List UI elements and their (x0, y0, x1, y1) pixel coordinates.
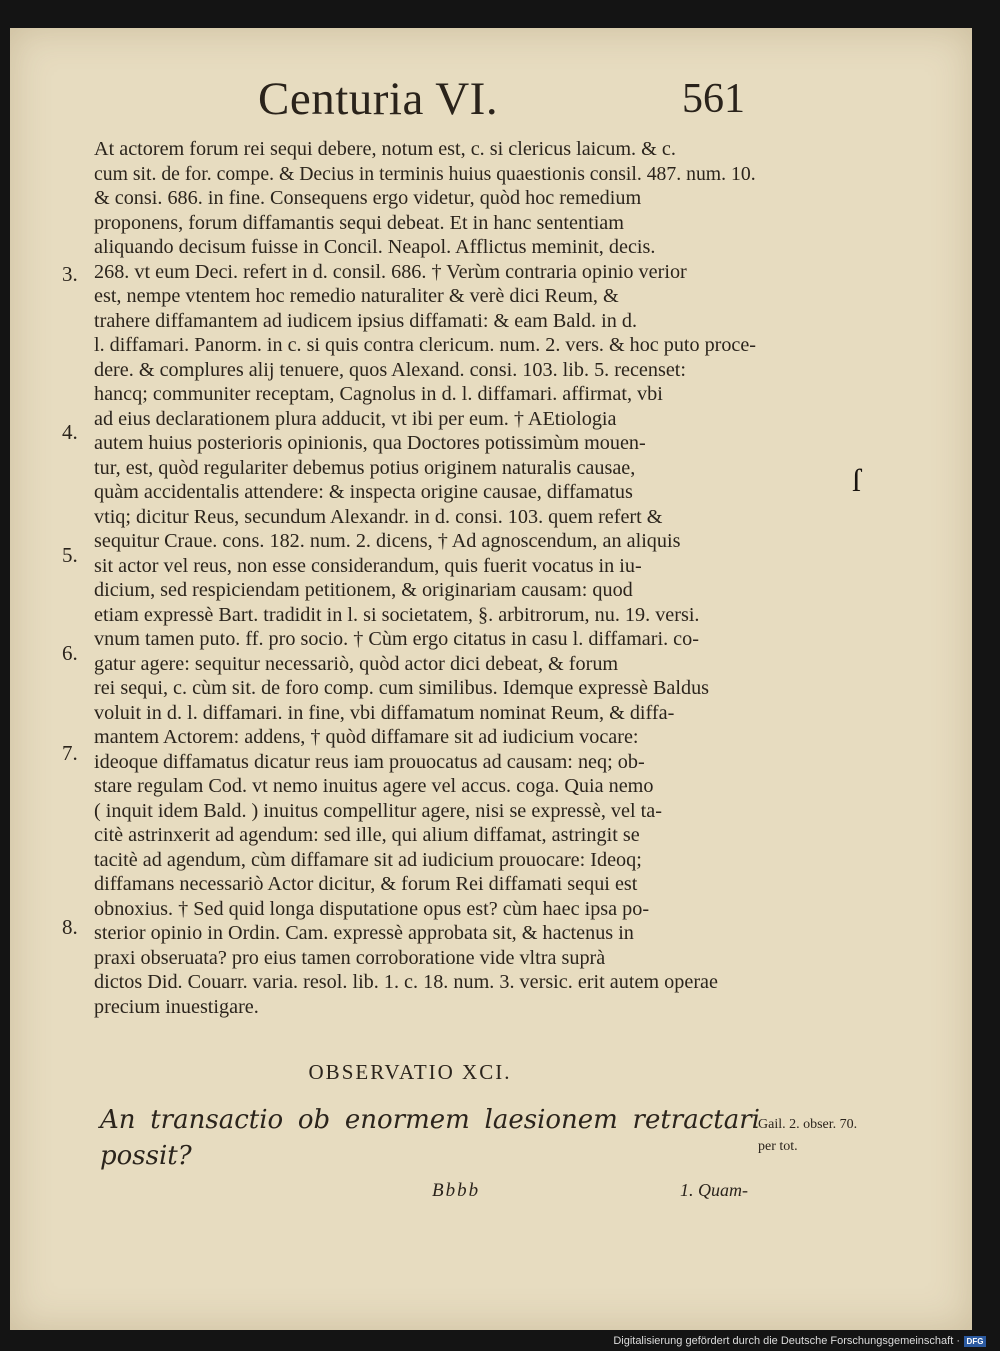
dfg-logo-icon: DFG (964, 1336, 986, 1347)
text-line: & consi. 686. in fine. Consequens ergo videtur, quòd hoc remedium (94, 187, 642, 209)
text-line: ideoque diffamatus dicatur reus iam prouocatus ad causam: neq; ob- (94, 750, 645, 773)
text-line: dicium, sed respiciendam petitionem, & originariam causam: quod (94, 579, 633, 601)
text-line: rei sequi, c. cùm sit. de foro comp. cum similibus. Idemque expressè Baldus (94, 677, 710, 699)
signature-mark: Bbbb (432, 1180, 481, 1201)
text-line: hancq; communiter receptam, Cagnolus in d. l. diffamari. affirmat, vbi (94, 383, 663, 405)
margin-number: 5. (62, 543, 78, 567)
text-line: 268. vt eum Deci. refert in d. consil. 686. † Verùm contraria opinio verior (94, 260, 687, 283)
ink-mark-icon: ſ (852, 462, 861, 498)
text-line: gatur agere: sequitur necessariò, quòd actor dici debeat, & forum (94, 652, 619, 675)
text-line: aliquando decisum fuisse in Concil. Neapol. Afflictus meminit, decis. (94, 236, 656, 258)
text-line: autem huius posterioris opinionis, qua Doctores potissimùm mouen- (94, 432, 646, 454)
text-line: sequitur Craue. cons. 182. num. 2. dicens, † Ad agnoscendum, an aliquis (94, 530, 681, 552)
text-line: stare regulam Cod. vt nemo inuitus agere vel accus. coga. Quia nemo (94, 775, 654, 797)
text-line: vtiq; dicitur Reus, secundum Alexandr. in d. consi. 103. quem refert & (94, 505, 663, 528)
observation-heading: OBSERVATIO XCI. (308, 1060, 512, 1084)
text-line: cum sit. de for. compe. & Decius in terminis huius quaestionis consil. 487. num. 10. (94, 162, 756, 185)
page-number: 561 (682, 76, 745, 122)
credit-text: Digitalisierung gefördert durch die Deutsche Forschungsgemeinschaft · (613, 1335, 960, 1347)
running-title: Centuria VI. (258, 73, 499, 125)
text-line: vnum tamen puto. ff. pro socio. † Cùm ergo citatus in casu l. diffamari. co- (94, 628, 699, 650)
text-line: tacitè ad agendum, cùm diffamare sit ad iudicium prouocare: Ideoq; (94, 848, 642, 871)
text-line: proponens, forum diffamantis sequi debeat. Et in hanc sententiam (94, 211, 624, 234)
catchword: 1. Quam- (680, 1180, 748, 1200)
text-line: trahere diffamantem ad iudicem ipsius diffamati: & eam Bald. in d. (94, 309, 638, 332)
text-line: dictos Did. Couarr. varia. resol. lib. 1. c. 18. num. 3. versic. erit autem operae (94, 971, 718, 993)
text-line: citè astrinxerit ad agendum: sed ille, qui alium diffamat, astringit se (94, 824, 640, 846)
text-line: praxi obseruata? pro eius tamen corroboratione vide vltra suprà (94, 946, 606, 969)
text-line: ( inquit idem Bald. ) inuitus compellitur agere, nisi se expressè, vel ta- (94, 799, 662, 822)
text-line: est, nempe vtentem hoc remedio naturaliter & verè dici Reum, & (94, 285, 619, 307)
text-line: l. diffamari. Panorm. in c. si quis contra clericum. num. 2. vers. & hoc puto proce- (94, 334, 756, 356)
body-text (94, 137, 756, 1019)
text-line: etiam expressè Bart. tradidit in l. si societatem, §. arbitrorum, nu. 19. versi. (94, 603, 700, 626)
margin-number: 7. (62, 741, 78, 765)
margin-number: 6. (62, 641, 78, 665)
text-line: sit actor vel reus, non esse considerandum, quis fuerit vocatus in iu- (94, 554, 642, 577)
text-line: voluit in d. l. diffamari. in fine, vbi diffamatum nominat Reum, & diffa- (94, 701, 675, 724)
margin-number: 8. (62, 915, 78, 939)
text-line: diffamans necessariò Actor dicitur, & forum Rei diffamati sequi est (94, 873, 638, 895)
text-line: quàm accidentalis attendere: & inspecta origine causae, diffamatus (94, 481, 633, 503)
text-line: tur, est, quòd regulariter debemus potius originem naturalis causae, (94, 456, 636, 479)
text-line: precium inuestigare. (94, 995, 259, 1018)
text-line: dere. & complures alij tenuere, quos Alexand. consi. 103. lib. 5. recenset: (94, 358, 687, 381)
digitization-credit (613, 1335, 986, 1347)
margin-citation: Gail. 2. obser. 70. per tot. (758, 1117, 858, 1154)
text-line: mantem Actorem: addens, † quòd diffamare sit ad iudicium vocare: (94, 726, 639, 748)
text-line: obnoxius. † Sed quid longa disputatione opus est? cùm haec ipsa po- (94, 897, 650, 920)
observation-question: An transactio ob enormem laesionem retractari possit? (100, 1105, 760, 1171)
text-line: ad eius declarationem plura adducit, vt ibi per eum. † AEtiologia (94, 407, 617, 430)
text-line: At actorem forum rei sequi debere, notum est, c. si clericus laicum. & c. (94, 138, 676, 160)
margin-number: 4. (62, 420, 78, 444)
margin-number: 3. (62, 262, 78, 286)
text-line: sterior opinio in Ordin. Cam. expressè approbata sit, & hactenus in (94, 922, 634, 944)
